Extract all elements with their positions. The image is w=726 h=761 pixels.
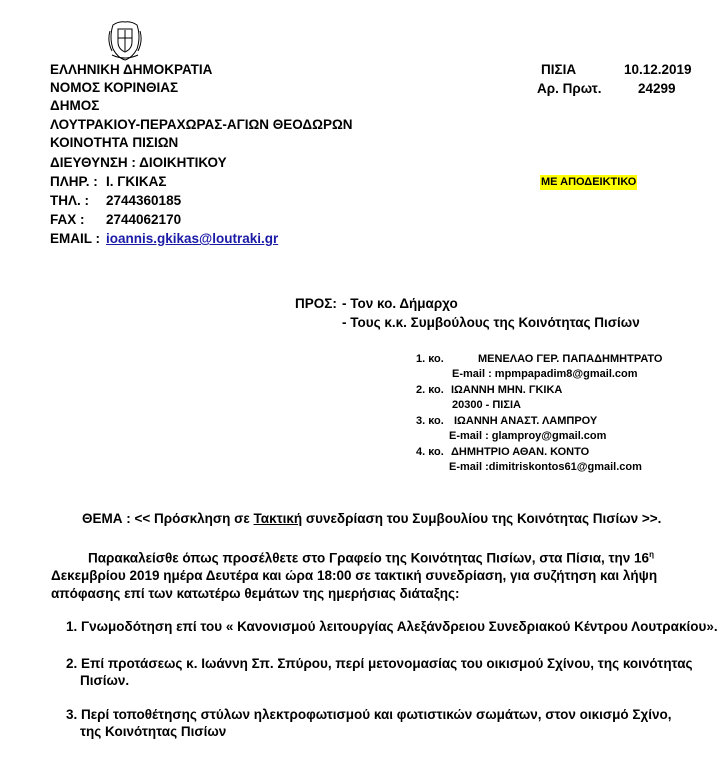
intro-line-2: Δεκεμβρίου 2019 ημέρα Δευτέρα και ώρα 18:00 σε τακτική συνεδρίαση, για συζήτηση και λήψη: [51, 568, 658, 583]
subject-label: ΘΕΜΑ :: [82, 511, 131, 526]
to-label: ΠΡΟΣ:: [295, 296, 337, 311]
member-name: ΜΕΝΕΛΑΟ ΓΕΡ. ΠΑΠΑΔΗΜΗΤΡΑΤΟ: [478, 353, 663, 365]
sender-prefecture: ΝΟΜΟΣ ΚΟΡΙΝΘΙΑΣ: [50, 80, 179, 95]
agenda-item-continuation: Πισίων.: [80, 673, 130, 688]
member-number: 2. κο.: [416, 384, 444, 396]
agenda-item: 3. Περί τοποθέτησης στύλων ηλεκτροφωτισμού και φωτιστικών σωμάτων, στον οικισμό Σχίνο,: [66, 707, 672, 722]
member-detail: E-mail : mpmpapadim8@gmail.com: [452, 368, 638, 380]
intro-line-1: [88, 550, 654, 566]
fax-label: FAX :: [50, 212, 85, 227]
to-mayor: - Τον κο. Δήμαρχο: [342, 296, 458, 311]
contact-person: Ι. ΓΚΙΚΑΣ: [106, 174, 167, 189]
member-number: 4. κο.: [416, 446, 444, 458]
fax-number: 2744062170: [106, 212, 182, 227]
sender-email-link[interactable]: ioannis.gkikas@loutraki.gr: [106, 231, 279, 246]
phone-label: ΤΗΛ. :: [50, 193, 89, 208]
subject-line: [82, 511, 661, 526]
agenda-item: 1. Γνωμοδότηση επί του « Κανονισμού λειτουργίας Αλεξάνδρειου Συνεδριακού Κέντρου Λουτρακίου».: [66, 619, 718, 634]
subject-post: συνεδρίαση του Συμβουλίου της Κοινότητας Πισίων >>.: [302, 511, 662, 526]
to-councillors: - Τους κ.κ. Συμβούλους της Κοινότητας Πισίων: [342, 315, 640, 330]
member-number: 1. κο.: [416, 353, 444, 365]
agenda-item: 2. Επί προτάσεως κ. Ιωάννη Σπ. Σπύρου, περί μετονομασίας του οικισμού Σχίνου, της κοινότητας: [66, 656, 693, 671]
intro-superscript: η: [649, 550, 654, 559]
delivery-badge: ΜΕ ΑΠΟΔΕΙΚΤΙΚΟ: [541, 176, 637, 188]
place: ΠΙΣΙΑ: [541, 62, 577, 77]
agenda-item-continuation: της Κοινότητας Πισίων: [80, 724, 227, 739]
sender-municipality-label: ΔΗΜΟΣ: [50, 98, 100, 113]
protocol-number: 24299: [638, 81, 676, 96]
sender-department: ΔΙΕΥΘΥΝΣΗ : ΔΙΟΙΚΗΤΙΚΟΥ: [50, 155, 227, 170]
contact-person-label: ΠΛΗΡ. :: [50, 174, 98, 189]
member-name: ΙΩΑΝΝΗ ΑΝΑΣΤ. ΛΑΜΠΡΟΥ: [454, 415, 598, 427]
member-name: ΔΗΜΗΤΡΙΟ ΑΘΑΝ. ΚΟΝΤΟ: [451, 446, 590, 458]
member-detail: E-mail : glamproy@gmail.com: [449, 430, 607, 442]
date: 10.12.2019: [624, 62, 692, 77]
member-detail: 20300 - ΠΙΣΙΑ: [452, 399, 521, 411]
intro-line-3: απόφασης επί των κατωτέρω θεμάτων της ημερήσιας διάταξης:: [51, 586, 460, 601]
sender-country: ΕΛΛΗΝΙΚΗ ΔΗΜΟΚΡΑΤΙΑ: [50, 62, 213, 77]
sender-community: ΚΟΙΝΟΤΗΤΑ ΠΙΣΙΩΝ: [50, 135, 179, 150]
email-label: EMAIL :: [50, 231, 100, 246]
protocol-label: Αρ. Πρωτ.: [537, 81, 602, 96]
member-name: ΙΩΑΝΝΗ ΜΗΝ. ΓΚΙΚΑ: [451, 384, 563, 396]
subject-emphasis: Τακτική: [253, 511, 303, 526]
sender-municipality: ΛΟΥΤΡΑΚΙΟΥ-ΠΕΡΑΧΩΡΑΣ-ΑΓΙΩΝ ΘΕΟΔΩΡΩΝ: [50, 117, 353, 132]
intro-text: Παρακαλείσθε όπως προσέλθετε στο Γραφείο της Κοινότητας Πισίων, στα Πίσια, την 16: [88, 550, 650, 566]
greek-coat-of-arms-icon: [104, 17, 146, 61]
subject-pre: << Πρόσκληση σε: [134, 511, 254, 526]
member-number: 3. κο.: [416, 415, 444, 427]
phone-number: 2744360185: [106, 193, 182, 208]
member-detail: E-mail :dimitriskontos61@gmail.com: [449, 461, 642, 473]
